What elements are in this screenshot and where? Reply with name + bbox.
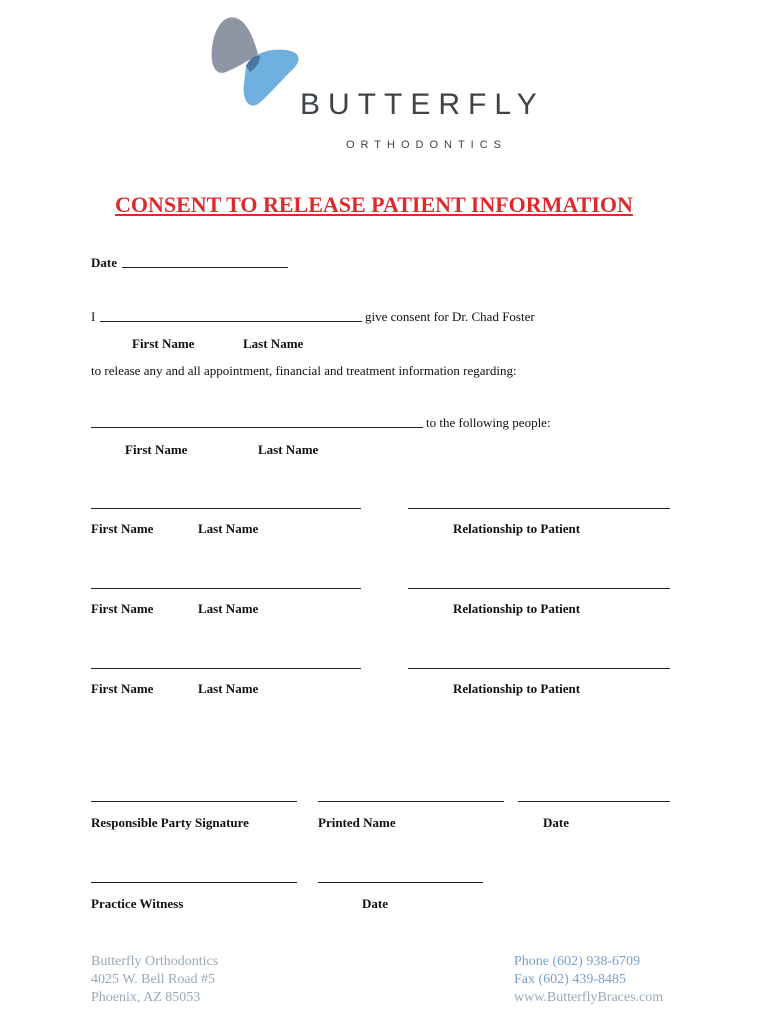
footer-contact bbox=[514, 953, 663, 1007]
date-label: Date bbox=[91, 255, 117, 270]
signature-date-label: Date bbox=[543, 815, 569, 830]
recipient-last-name-label: Last Name bbox=[198, 521, 259, 536]
footer-fax: Fax (602) 439-8485 bbox=[514, 972, 626, 987]
recipient-relationship-field[interactable] bbox=[408, 588, 670, 589]
patient-last-name-label: Last Name bbox=[243, 336, 304, 351]
patient-name-field[interactable] bbox=[100, 321, 362, 322]
regarding-last-name-label: Last Name bbox=[258, 442, 319, 457]
brand-subtitle: ORTHODONTICS bbox=[346, 139, 508, 151]
recipient-relationship-label: Relationship to Patient bbox=[453, 681, 581, 696]
regarding-name-field[interactable] bbox=[91, 427, 423, 428]
footer-street: 4025 W. Bell Road #5 bbox=[91, 972, 216, 987]
printed-name-field[interactable] bbox=[318, 801, 504, 802]
practice-witness-field[interactable] bbox=[91, 882, 297, 883]
practice-witness-label: Practice Witness bbox=[91, 896, 184, 911]
recipient-first-name-label: First Name bbox=[91, 521, 154, 536]
recipient-relationship-field[interactable] bbox=[408, 668, 670, 669]
butterfly-logo-icon bbox=[206, 14, 306, 110]
footer-address bbox=[91, 953, 218, 1007]
recipient-first-name-label: First Name bbox=[91, 601, 154, 616]
regarding-first-name-label: First Name bbox=[125, 442, 188, 457]
following-text: to the following people: bbox=[426, 415, 551, 430]
consent-text: give consent for Dr. Chad Foster bbox=[365, 309, 535, 324]
witness-date-label: Date bbox=[362, 896, 388, 911]
footer-phone: Phone (602) 938-6709 bbox=[514, 954, 640, 969]
patient-first-name-label: First Name bbox=[132, 336, 195, 351]
recipient-name-field[interactable] bbox=[91, 588, 361, 589]
recipient-relationship-label: Relationship to Patient bbox=[453, 601, 581, 616]
recipient-name-field[interactable] bbox=[91, 668, 361, 669]
signature-date-field[interactable] bbox=[518, 801, 670, 802]
witness-date-field[interactable] bbox=[318, 882, 483, 883]
recipient-first-name-label: First Name bbox=[91, 681, 154, 696]
printed-name-label: Printed Name bbox=[318, 815, 396, 830]
footer-city: Phoenix, AZ 85053 bbox=[91, 990, 201, 1005]
consent-i-label: I bbox=[91, 309, 96, 324]
recipient-last-name-label: Last Name bbox=[198, 601, 259, 616]
recipient-relationship-label: Relationship to Patient bbox=[453, 521, 581, 536]
footer-practice-name: Butterfly Orthodontics bbox=[91, 954, 219, 969]
responsible-signature-field[interactable] bbox=[91, 801, 297, 802]
footer-website[interactable]: www.ButterflyBraces.com bbox=[514, 990, 664, 1005]
recipient-relationship-field[interactable] bbox=[408, 508, 670, 509]
brand-name: BUTTERFLY bbox=[300, 88, 545, 121]
recipient-name-field[interactable] bbox=[91, 508, 361, 509]
date-field[interactable] bbox=[122, 267, 288, 268]
recipient-last-name-label: Last Name bbox=[198, 681, 259, 696]
responsible-signature-label: Responsible Party Signature bbox=[91, 815, 249, 830]
release-text: to release any and all appointment, financial and treatment information regarding: bbox=[91, 363, 517, 378]
form-title: CONSENT TO RELEASE PATIENT INFORMATION bbox=[115, 192, 633, 217]
